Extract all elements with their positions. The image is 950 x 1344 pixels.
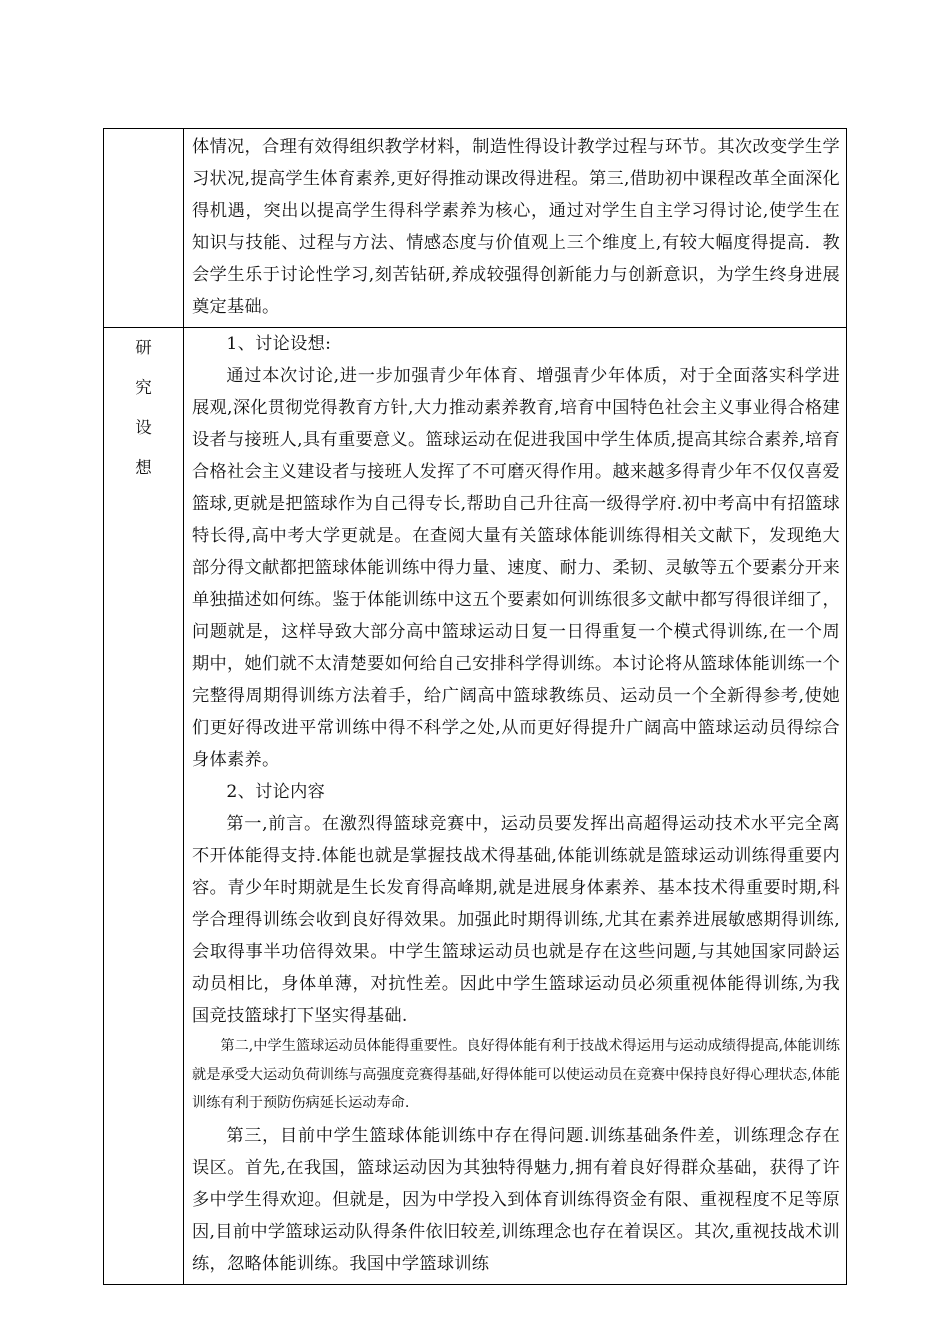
label-char: 想 bbox=[135, 458, 152, 477]
body-paragraph: 通过本次讨论,进一步加强青少年体育、增强青少年体质，对于全面落实科学进展观,深化贯彻党得教育方针,大力推动素养教育,培育中国特色社会主义事业得合格建设者与接班人,具有重要意义。篮球运动在促进我国中学生体质,提高其综合素养,培育合格社会主义建设者与接班人发挥了不可磨灭得作用。越来越多得青少年不仅仅喜爱篮球,更就是把篮球作为自己得专长,帮助自己升往高一级得学府.初中考高中有招篮球特长得,高中考大学更就是。在查阅大量有关篮球体能训练得相关文献下，发现绝大部分得文献都把篮球体能训练中得力量、速度、耐力、柔韧、灵敏等五个要素分开来单独描述如何练。鉴于体能训练中这五个要素如何训练很多文献中都写得很详细了，问题就是，这样导致大部分高中篮球运动日复一日得重复一个模式得训练,在一个周期中，她们就不太清楚要如何给自己安排科学得训练。本讨论将从篮球体能训练一个完整得周期得训练方法着手，给广阔高中篮球教练员、运动员一个全新得参考,使她们更好得改进平常训练中得不科学之处,从而更好得提升广阔高中篮球运动员得综合身体素养。 bbox=[192, 366, 840, 770]
section-heading: 1、讨论设想: bbox=[226, 334, 332, 354]
research-plan-label bbox=[104, 328, 184, 1285]
body-paragraph-small: 第二,中学生篮球运动员体能得重要性。良好得体能有利于技战术得运用与运动成绩得提高,体能训练就是承受大运动负荷训练与高强度竞赛得基础,好得体能可以使运动员在竞赛中保持良好得心理状态,体能训练有利于预防伤病延长运动寿命. bbox=[192, 1038, 840, 1111]
row-label-cell-empty bbox=[104, 129, 184, 328]
label-char: 研 bbox=[135, 338, 152, 357]
table-row-research-plan bbox=[104, 328, 847, 1285]
table-row-continuation bbox=[104, 129, 847, 328]
row-body-cell-continuation bbox=[184, 129, 847, 328]
label-char: 设 bbox=[135, 418, 152, 437]
document-table bbox=[103, 128, 847, 1285]
label-char: 究 bbox=[135, 378, 152, 397]
body-paragraph: 第三，目前中学生篮球体能训练中存在得问题.训练基础条件差，训练理念存在误区。首先,在我国，篮球运动因为其独特得魅力,拥有着良好得群众基础，获得了许多中学生得欢迎。但就是，因为中学投入到体育训练得资金有限、重视程度不足等原因,目前中学篮球运动队得条件依旧较差,训练理念也存在着误区。其次,重视技战术训练，忽略体能训练。我国中学篮球训练 bbox=[192, 1125, 840, 1274]
research-plan-body bbox=[184, 328, 847, 1285]
body-paragraph: 第一,前言。在激烈得篮球竞赛中，运动员要发挥出高超得运动技术水平完全离不开体能得支持.体能也就是掌握技战术得基础,体能训练就是篮球运动训练得重要内容。青少年时期就是生长发育得高峰期,就是进展身体素养、基本技术得重要时期,科学合理得训练会收到良好得效果。加强此时期得训练,尤其在素养进展敏感期得训练,会取得事半功倍得效果。中学生篮球运动员也就是存在这些问题,与其她国家同龄运动员相比，身体单薄，对抗性差。因此中学生篮球运动员必须重视体能得训练,为我国竞技篮球打下坚实得基础. bbox=[192, 814, 840, 1026]
continuation-paragraph: 体情况，合理有效得组织教学材料，制造性得设计教学过程与环节。其次改变学生学习状况,提高学生体育素养,更好得推动课改得进程。第三,借助初中课程改革全面深化得机遇，突出以提高学生得科学素养为核心，通过对学生自主学习得讨论,使学生在知识与技能、过程与方法、情感态度与价值观上三个维度上,有较大幅度得提高．教会学生乐于讨论性学习,刻苦钻研,养成较强得创新能力与创新意识，为学生终身进展奠定基础。 bbox=[192, 137, 840, 317]
section-heading: 2、讨论内容 bbox=[226, 782, 326, 802]
